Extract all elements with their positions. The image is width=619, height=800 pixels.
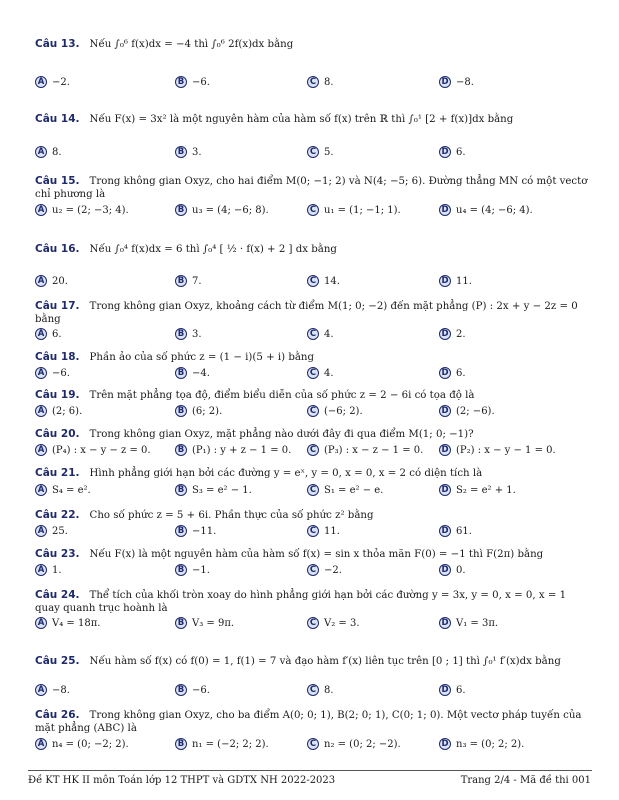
option-c[interactable]	[307, 617, 360, 629]
question-number: Câu 17.	[35, 300, 80, 312]
option-text: 4.	[324, 367, 334, 379]
option-letter-circle: D	[439, 328, 451, 340]
option-text: S₄ = e².	[52, 484, 91, 496]
option-c[interactable]	[307, 684, 334, 696]
option-text: V₂ = 3.	[324, 617, 360, 629]
option-text: S₃ = e² − 1.	[192, 484, 252, 496]
question-stem: Hình phẳng giới hạn bởi các đường y = eˣ, y = 0, x = 0, x = 2 có diện tích là	[89, 468, 483, 479]
question-number: Câu 21.	[35, 467, 80, 479]
option-a[interactable]	[35, 275, 68, 287]
option-c[interactable]	[307, 738, 401, 750]
option-d[interactable]	[439, 204, 533, 216]
option-letter-circle: A	[35, 484, 47, 496]
question-number: Câu 26.	[35, 709, 80, 721]
question-number: Câu 25.	[35, 655, 80, 667]
option-letter-circle: C	[307, 564, 319, 576]
question-18	[35, 351, 590, 379]
footer-divider	[28, 770, 592, 771]
option-text: −6.	[52, 367, 70, 379]
question-24	[35, 589, 590, 629]
option-letter-circle: A	[35, 405, 47, 417]
question-stem: Trong không gian Oxyz, cho hai điểm M(0; −1; 2) và N(4; −5; 6). Đường thẳng MN có một vectơ chỉ phương là	[35, 176, 588, 200]
option-text: 5.	[324, 146, 334, 158]
option-c[interactable]	[307, 367, 334, 379]
question-stem: Cho số phức z = 5 + 6i. Phần thực của số phức z² bằng	[89, 510, 374, 521]
question-13	[35, 38, 590, 88]
option-text: S₂ = e² + 1.	[456, 484, 516, 496]
option-d[interactable]	[439, 76, 474, 88]
option-letter-circle: C	[307, 76, 319, 88]
option-letter-circle: D	[439, 275, 451, 287]
option-text: (P₁) : y + z − 1 = 0.	[192, 444, 292, 456]
option-c[interactable]	[307, 444, 423, 456]
option-letter-circle: B	[175, 525, 187, 537]
option-text: V₁ = 3π.	[456, 617, 499, 629]
option-a[interactable]	[35, 738, 129, 750]
option-text: 8.	[52, 146, 62, 158]
question-number: Câu 22.	[35, 509, 80, 521]
option-text: n₃ = (0; 2; 2).	[456, 738, 525, 750]
question-stem: Nếu hàm số f(x) có f(0) = 1, f(1) = 7 và đạo hàm f′(x) liên tục trên [0 ; 1] thì ∫₀¹ f′(x)dx bằng	[89, 656, 561, 667]
option-letter-circle: B	[175, 444, 187, 456]
option-text: 4.	[324, 328, 334, 340]
option-d[interactable]	[439, 146, 466, 158]
option-d[interactable]	[439, 617, 498, 629]
option-letter-circle: B	[175, 204, 187, 216]
question-number: Câu 20.	[35, 428, 80, 440]
question-number: Câu 15.	[35, 175, 80, 187]
option-letter-circle: D	[439, 444, 451, 456]
option-b[interactable]	[175, 738, 269, 750]
option-letter-circle: D	[439, 617, 451, 629]
option-c[interactable]	[307, 564, 342, 576]
option-text: 3.	[192, 328, 202, 340]
option-text: u₁ = (1; −1; 1).	[324, 204, 401, 216]
option-b[interactable]	[175, 684, 210, 696]
option-letter-circle: B	[175, 564, 187, 576]
option-letter-circle: B	[175, 684, 187, 696]
option-text: 7.	[192, 275, 202, 287]
option-letter-circle: C	[307, 405, 319, 417]
option-text: (2; 6).	[52, 405, 83, 417]
option-d[interactable]	[439, 405, 495, 417]
option-letter-circle: B	[175, 367, 187, 379]
option-a[interactable]	[35, 204, 129, 216]
option-text: 8.	[324, 76, 334, 88]
question-15	[35, 175, 590, 216]
option-letter-circle: C	[307, 525, 319, 537]
option-letter-circle: A	[35, 204, 47, 216]
option-text: 6.	[456, 684, 466, 696]
option-letter-circle: D	[439, 367, 451, 379]
option-d[interactable]	[439, 738, 524, 750]
option-b[interactable]	[175, 484, 252, 496]
option-b[interactable]	[175, 405, 222, 417]
question-23	[35, 548, 590, 576]
option-letter-circle: D	[439, 204, 451, 216]
question-number: Câu 14.	[35, 113, 80, 125]
option-text: −8.	[52, 684, 70, 696]
option-text: −11.	[192, 525, 217, 537]
option-text: 14.	[324, 275, 340, 287]
option-text: 6.	[456, 367, 466, 379]
option-text: (P₄) : x − y − z = 0.	[52, 444, 151, 456]
option-letter-circle: C	[307, 684, 319, 696]
question-16	[35, 243, 590, 287]
option-c[interactable]	[307, 76, 334, 88]
option-b[interactable]	[175, 525, 216, 537]
option-text: (−6; 2).	[324, 405, 363, 417]
option-letter-circle: D	[439, 405, 451, 417]
option-letter-circle: C	[307, 738, 319, 750]
option-a[interactable]	[35, 146, 62, 158]
option-text: n₄ = (0; −2; 2).	[52, 738, 129, 750]
option-letter-circle: D	[439, 484, 451, 496]
question-number: Câu 24.	[35, 589, 80, 601]
option-letter-circle: B	[175, 484, 187, 496]
option-letter-circle: C	[307, 617, 319, 629]
option-a[interactable]	[35, 564, 62, 576]
option-letter-circle: D	[439, 738, 451, 750]
option-text: S₁ = e² − e.	[324, 484, 384, 496]
question-22	[35, 509, 590, 537]
question-number: Câu 23.	[35, 548, 80, 560]
option-a[interactable]	[35, 684, 70, 696]
option-d[interactable]	[439, 684, 466, 696]
option-text: −1.	[192, 564, 210, 576]
option-text: n₁ = (−2; 2; 2).	[192, 738, 269, 750]
option-text: −8.	[456, 76, 474, 88]
question-stem: Nếu F(x) là một nguyên hàm của hàm số f(x) = sin x thỏa mãn F(0) = −1 thì F(2π) bằng	[89, 549, 544, 560]
option-text: 11.	[324, 525, 340, 537]
option-text: (P₂) : x − y − 1 = 0.	[456, 444, 556, 456]
question-stem: Nếu ∫₀⁴ f(x)dx = 6 thì ∫₀⁴ [ ½ · f(x) + 2 ] dx bằng	[89, 244, 337, 255]
option-c[interactable]	[307, 204, 401, 216]
question-stem: Thể tích của khối tròn xoay do hình phẳng giới hạn bởi các đường y = 3x, y = 0, x = 0, x = 1 quay quanh trục hoành là	[35, 590, 567, 614]
option-letter-circle: C	[307, 328, 319, 340]
option-c[interactable]	[307, 405, 363, 417]
question-25	[35, 655, 590, 696]
question-19	[35, 389, 590, 417]
option-a[interactable]	[35, 617, 100, 629]
option-letter-circle: D	[439, 525, 451, 537]
question-20	[35, 428, 590, 456]
option-letter-circle: B	[175, 405, 187, 417]
option-b[interactable]	[175, 275, 202, 287]
option-text: 11.	[456, 275, 472, 287]
footer-exam-title: Đề KT HK II môn Toán lớp 12 THPT và GDTX NH 2022-2023	[28, 775, 336, 786]
option-letter-circle: A	[35, 367, 47, 379]
option-text: −4.	[192, 367, 210, 379]
option-d[interactable]	[439, 564, 466, 576]
option-text: (6; 2).	[192, 405, 223, 417]
question-number: Câu 16.	[35, 243, 80, 255]
option-text: 20.	[52, 275, 68, 287]
question-17	[35, 300, 590, 340]
option-letter-circle: A	[35, 564, 47, 576]
option-a[interactable]	[35, 367, 70, 379]
option-text: 6.	[456, 146, 466, 158]
option-text: 1.	[52, 564, 62, 576]
option-d[interactable]	[439, 444, 556, 456]
question-stem: Nếu ∫₀⁶ f(x)dx = −4 thì ∫₀⁶ 2f(x)dx bằng	[89, 39, 294, 50]
option-letter-circle: A	[35, 617, 47, 629]
question-stem: Trong không gian Oxyz, khoảng cách từ điểm M(1; 0; −2) đến mặt phẳng (P) : 2x + y − 2z = 0 bằng	[35, 301, 578, 325]
option-text: −2.	[324, 564, 342, 576]
option-text: u₄ = (4; −6; 4).	[456, 204, 533, 216]
option-letter-circle: D	[439, 684, 451, 696]
option-text: V₃ = 9π.	[192, 617, 235, 629]
option-letter-circle: A	[35, 684, 47, 696]
option-letter-circle: D	[439, 564, 451, 576]
option-a[interactable]	[35, 444, 151, 456]
option-a[interactable]	[35, 525, 68, 537]
option-letter-circle: B	[175, 617, 187, 629]
question-stem: Phần ảo của số phức z = (1 − i)(5 + i) bằng	[89, 352, 314, 363]
question-stem: Trong không gian Oxyz, mặt phẳng nào dưới đây đi qua điểm M(1; 0; −1)?	[89, 429, 474, 440]
option-text: 0.	[456, 564, 466, 576]
option-d[interactable]	[439, 275, 472, 287]
option-b[interactable]	[175, 146, 202, 158]
question-stem: Trong không gian Oxyz, cho ba điểm A(0; 0; 1), B(2; 0; 1), C(0; 1; 0). Một vectơ pháp tuyến của mặt phẳng (ABC) là	[35, 710, 582, 734]
option-c[interactable]	[307, 484, 383, 496]
question-number: Câu 13.	[35, 38, 80, 50]
option-c[interactable]	[307, 275, 340, 287]
question-number: Câu 18.	[35, 351, 80, 363]
option-text: −6.	[192, 76, 210, 88]
footer-page-info: Trang 2/4 - Mã đề thi 001	[460, 775, 591, 786]
option-text: V₄ = 18π.	[52, 617, 101, 629]
option-b[interactable]	[175, 328, 202, 340]
option-text: 2.	[456, 328, 466, 340]
question-26	[35, 709, 590, 750]
option-text: (2; −6).	[456, 405, 495, 417]
option-letter-circle: C	[307, 444, 319, 456]
option-text: n₂ = (0; 2; −2).	[324, 738, 401, 750]
option-letter-circle: D	[439, 76, 451, 88]
option-a[interactable]	[35, 405, 82, 417]
option-letter-circle: C	[307, 484, 319, 496]
option-b[interactable]	[175, 564, 210, 576]
option-text: 25.	[52, 525, 68, 537]
option-d[interactable]	[439, 484, 516, 496]
option-letter-circle: A	[35, 146, 47, 158]
option-letter-circle: B	[175, 275, 187, 287]
option-b[interactable]	[175, 204, 269, 216]
option-text: −2.	[52, 76, 70, 88]
question-number: Câu 19.	[35, 389, 80, 401]
option-a[interactable]	[35, 328, 62, 340]
option-letter-circle: A	[35, 76, 47, 88]
question-stem: Trên mặt phẳng tọa độ, điểm biểu diễn của số phức z = 2 − 6i có tọa độ là	[89, 390, 475, 401]
option-b[interactable]	[175, 367, 210, 379]
option-a[interactable]	[35, 484, 91, 496]
option-text: u₃ = (4; −6; 8).	[192, 204, 269, 216]
option-letter-circle: B	[175, 146, 187, 158]
option-letter-circle: A	[35, 525, 47, 537]
option-c[interactable]	[307, 146, 334, 158]
option-letter-circle: B	[175, 738, 187, 750]
option-c[interactable]	[307, 525, 340, 537]
option-text: 6.	[52, 328, 62, 340]
option-letter-circle: A	[35, 738, 47, 750]
question-21	[35, 467, 590, 496]
option-text: (P₃) : x − z − 1 = 0.	[324, 444, 424, 456]
option-letter-circle: C	[307, 146, 319, 158]
option-text: 61.	[456, 525, 472, 537]
option-text: 3.	[192, 146, 202, 158]
option-d[interactable]	[439, 328, 466, 340]
option-letter-circle: B	[175, 328, 187, 340]
question-stem: Nếu F(x) = 3x² là một nguyên hàm của hàm số f(x) trên ℝ thì ∫₀¹ [2 + f(x)]dx bằng	[89, 114, 514, 125]
option-letter-circle: C	[307, 275, 319, 287]
option-letter-circle: C	[307, 367, 319, 379]
option-c[interactable]	[307, 328, 334, 340]
option-b[interactable]	[175, 76, 210, 88]
option-letter-circle: C	[307, 204, 319, 216]
option-letter-circle: A	[35, 328, 47, 340]
option-b[interactable]	[175, 617, 234, 629]
option-letter-circle: A	[35, 275, 47, 287]
option-b[interactable]	[175, 444, 291, 456]
option-letter-circle: D	[439, 146, 451, 158]
option-a[interactable]	[35, 76, 70, 88]
option-text: u₂ = (2; −3; 4).	[52, 204, 129, 216]
option-text: −6.	[192, 684, 210, 696]
option-letter-circle: A	[35, 444, 47, 456]
option-d[interactable]	[439, 525, 472, 537]
question-14	[35, 113, 590, 158]
option-d[interactable]	[439, 367, 466, 379]
option-letter-circle: B	[175, 76, 187, 88]
option-text: 8.	[324, 684, 334, 696]
